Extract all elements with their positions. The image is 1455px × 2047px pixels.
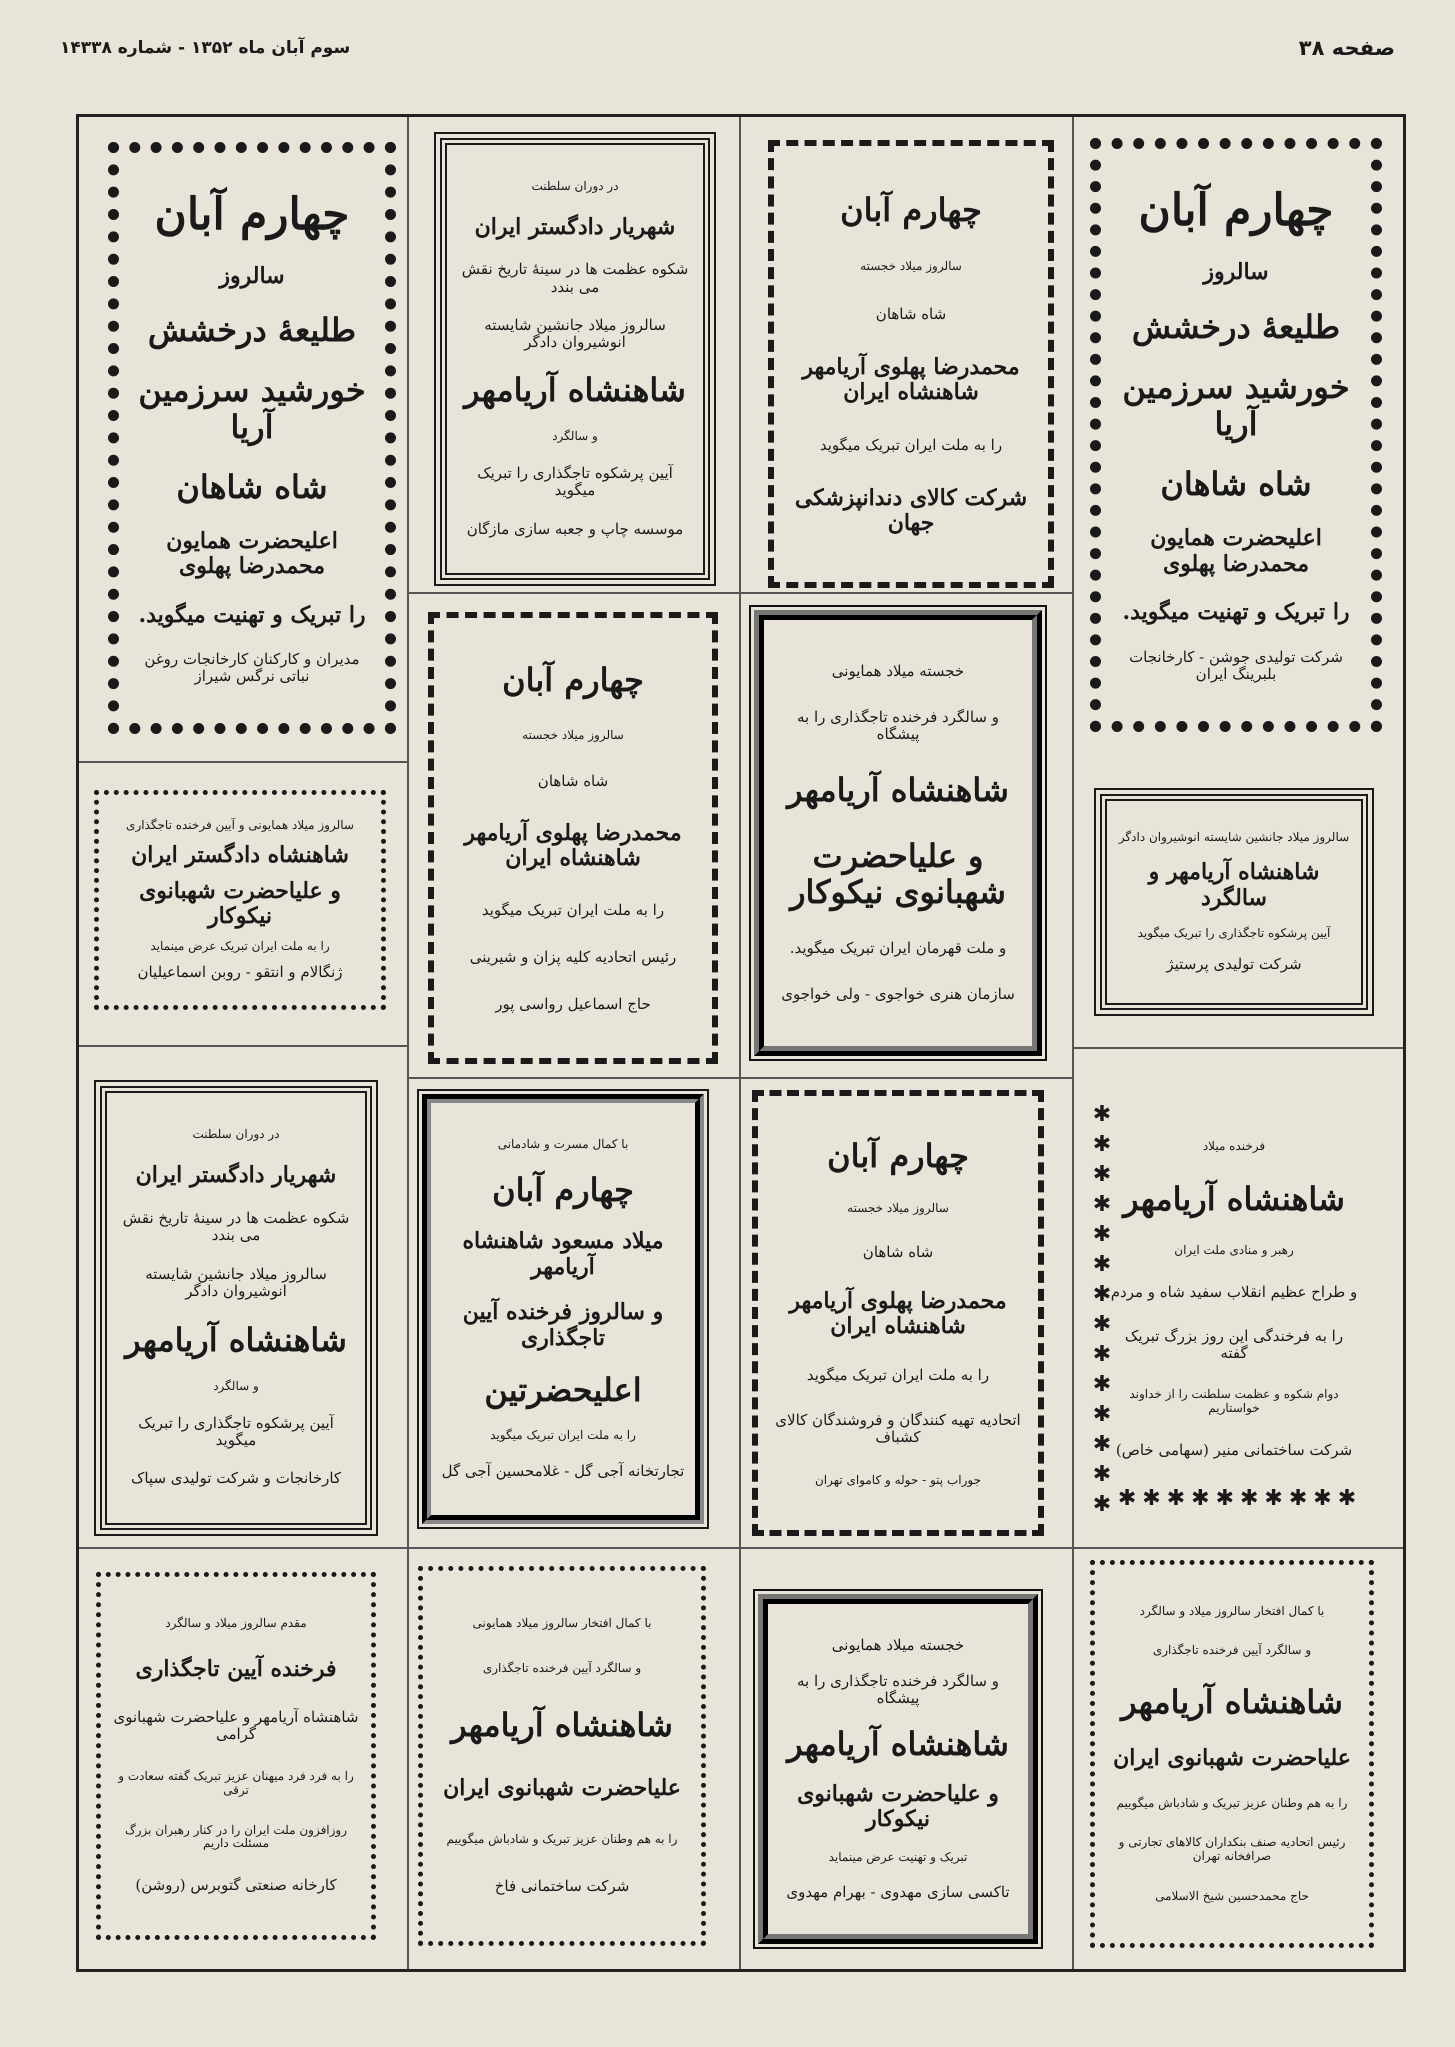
ad-line: سالروز میلاد جانشین شایسته انوشیروان دادگر <box>145 1264 327 1300</box>
ad-sponsor: شرکت ساختمانی منیر (سهامی خاص) <box>1115 1441 1353 1460</box>
ad-sponsor: حاج محمدحسین شیخ الاسلامی <box>1155 1888 1309 1903</box>
ad-line: را تبریک و تهنیت میگوید. <box>1122 599 1350 626</box>
ad-line: شاهنشاه آریامهر <box>787 771 1009 810</box>
ad-line: و سالروز فرخنده آیین تاجگذاری <box>462 1299 664 1351</box>
ad-confectioners-union <box>428 612 718 1064</box>
page-header <box>60 34 1395 62</box>
ad-line: و سالگرد فرخنده تاجگذاری را به پیشگاه <box>797 1671 999 1708</box>
ad-line: فرخنده میلاد <box>1202 1139 1266 1154</box>
ad-shaykholeslami <box>1090 1560 1374 1948</box>
ad-sponsor: شرکت کالای دندانپزشکی جهان <box>794 484 1028 537</box>
ad-title: چهارم آبان <box>154 189 350 241</box>
ad-title: چهارم آبان <box>840 190 982 229</box>
ad-line: سالروز میلاد خجسته <box>860 259 962 274</box>
ad-line: را به ملت ایران تبریک میگوید <box>490 1427 636 1442</box>
ad-title: چهارم آبان <box>827 1136 969 1175</box>
ad-line: شاه شاهان <box>176 468 328 507</box>
ad-line: شاهنشاه آریامهر <box>451 1706 673 1745</box>
ad-line: روزافزون ملت ایران را در کنار رهبران بزرگ مسئلت داریم <box>124 1822 348 1851</box>
page-number: صفحه ۳۸ <box>1298 36 1395 60</box>
ad-line: شاهنشاه دادگستر ایران <box>131 842 349 869</box>
ad-knitwear-union <box>752 1090 1044 1536</box>
ad-line: محمدرضا پهلوی آریامهر شاهنشاه ایران <box>789 1287 1007 1340</box>
ad-khajavi <box>754 610 1042 1056</box>
ad-line: محمدرضا پهلوی آریامهر شاهنشاه ایران <box>802 353 1020 405</box>
ad-line: آیین پرشکوه تاجگذاری را تبریک میگوید <box>477 464 673 500</box>
ad-monir-construction <box>1100 1100 1368 1500</box>
ad-title: چهارم آبان <box>502 661 644 700</box>
ad-line: سالروز میلاد جانشین شایسته انوشیروان دادگر <box>1118 829 1350 844</box>
ad-line: شکوه عظمت ها در سینهٔ تاریخ نقش می بندد <box>122 1208 350 1245</box>
row-divider <box>407 592 739 594</box>
ad-line: رهبر و منادی ملت ایران <box>1174 1242 1294 1257</box>
ad-line: مقدم سالروز میلاد و سالگرد <box>165 1616 307 1631</box>
ad-line: شاهنشاه آریامهر <box>1121 1682 1343 1721</box>
ad-line: سالروز <box>1203 259 1269 286</box>
ad-line: خورشید سرزمین آریا <box>138 371 366 447</box>
row-divider <box>1072 1047 1403 1049</box>
ad-sponsor: مدیران و کارکنان کارخانجات روغن نباتی نرگس شیراز <box>144 650 360 686</box>
ad-line: را به فرخندگی این روز بزرگ تبریک گفته <box>1124 1326 1344 1362</box>
ad-fakh-construction <box>418 1566 706 1946</box>
ad-line: شاه شاهان <box>875 304 947 323</box>
ad-line: سالروز میلاد جانشین شایسته انوشیروان دادگر <box>484 315 666 352</box>
ad-sponsor: شرکت تولیدی جوشن - کارخانجات بلبرینگ ایران <box>1129 648 1343 684</box>
ad-line: را به ملت ایران تبریک میگوید <box>819 435 1003 454</box>
ad-ajigol <box>422 1094 704 1524</box>
ad-line: سالروز <box>219 262 285 289</box>
column-divider <box>407 117 409 1969</box>
ad-sponsor: شرکت ساختمانی فاخ <box>494 1877 630 1896</box>
ad-line: را به ملت ایران تبریک میگوید <box>806 1366 990 1385</box>
ad-mazgan-print <box>440 138 710 580</box>
ad-line: شاه شاهان <box>537 772 609 791</box>
ad-line: طلیعهٔ درخشش <box>1131 308 1341 347</box>
ad-line: شهریار دادگستر ایران <box>135 1162 337 1189</box>
ad-line: سالروز میلاد خجسته <box>847 1201 949 1216</box>
ad-title: فرخنده آیین تاجگذاری <box>135 1656 337 1683</box>
ad-line: را به فرد فرد میهنان عزیز تبریک گفته سعادت و ترقی <box>118 1768 354 1797</box>
ad-line: آیین پرشکوه تاجگذاری را تبریک میگوید <box>138 1413 334 1449</box>
ad-esmailian <box>94 790 386 1010</box>
column-divider <box>739 117 741 1969</box>
issue-date: سوم آبان ماه ۱۳۵۲ - شماره ۱۴۳۳۸ <box>60 38 351 58</box>
ad-line: اعلیحضرت همایون محمدرضا پهلوی <box>1150 525 1322 577</box>
ad-line: با کمال مسرت و شادمانی <box>497 1136 629 1151</box>
ad-line: با کمال افتخار سالروز میلاد همایونی <box>472 1615 652 1630</box>
ad-line: خجسته میلاد همایونی <box>831 661 965 680</box>
star-border-bottom: ✱✱✱✱✱✱✱✱✱✱ <box>1117 1486 1363 1511</box>
ad-sponsor: جوراب پتو - حوله و کاموای تهران <box>814 1473 981 1488</box>
ad-sponsor: سازمان هنری خواجوی - ولی خواجوی <box>781 984 1015 1003</box>
ad-line: و سالگرد آیین فرخنده تاجگذاری <box>482 1661 642 1676</box>
ad-line: سالروز میلاد همایونی و آیین فرخنده تاجگذاری <box>126 818 354 833</box>
row-divider <box>79 1547 1403 1549</box>
ad-line: و سالگرد آیین فرخنده تاجگذاری <box>1152 1643 1312 1658</box>
ad-line: و علیاحضرت شهبانوی نیکوکار <box>790 836 1006 912</box>
ad-line: را تبریک و تهنیت میگوید. <box>138 601 366 628</box>
ad-line: شاه شاهان <box>1160 465 1312 504</box>
ad-title: چهارم آبان <box>1138 185 1334 237</box>
ad-mahdavi-taxi <box>758 1594 1038 1944</box>
ad-sponsor: رئیس اتحادیه صنف بنکداران کالاهای تجارتی و صرافخانه تهران <box>1118 1835 1346 1864</box>
ad-line: را به ملت ایران تبریک عرض مینماید <box>150 938 330 953</box>
ad-line: شهریار دادگستر ایران <box>474 213 676 240</box>
ad-line: دوام شکوه و عظمت سلطنت را از خداوند خواستاریم <box>1129 1387 1339 1416</box>
ad-line: علیاحضرت شهبانوی ایران <box>1113 1744 1351 1771</box>
ad-line: را به ملت ایران تبریک میگوید <box>481 900 665 919</box>
ad-line: خورشید سرزمین آریا <box>1122 368 1350 444</box>
ad-line: شاهنشاه آریامهر و علیاحضرت شهبانوی گرامی <box>113 1707 359 1744</box>
ad-jahan-dental <box>768 140 1054 588</box>
ad-title: چهارم آبان <box>492 1170 634 1209</box>
ad-sponsor: رئیس اتحادیه کلیه پزان و شیرینی <box>469 948 677 966</box>
column-divider <box>1072 117 1074 1969</box>
ad-line: شاهنشاه آریامهر <box>464 371 686 410</box>
ad-narges-oil <box>108 142 396 734</box>
ad-sponsor: تاکسی سازی مهدوی - بهرام مهدوی <box>786 1882 1010 1901</box>
row-divider <box>739 592 1072 594</box>
ad-line: اعلیحضرت همایون محمدرضا پهلوی <box>166 528 338 580</box>
ad-sponsor: اتحادیه تهیه کنندگان و فروشندگان کالای کشباف <box>775 1411 1021 1447</box>
ad-line: شاه شاهان <box>862 1242 934 1261</box>
ad-line: را به هم وطنان عزیز تبریک و شادباش میگوییم <box>1116 1795 1348 1810</box>
ad-sponsor: ژنگالام و انتقو - روبن اسماعیلیان <box>137 962 343 981</box>
ad-line: تبریک و تهنیت عرض مینماید <box>828 1850 968 1865</box>
ad-line: محمدرضا پهلوی آریامهر شاهنشاه ایران <box>464 819 682 872</box>
ad-gotobers <box>96 1572 376 1940</box>
ad-line: شکوه عظمت ها در سینهٔ تاریخ نقش می بندد <box>461 260 689 296</box>
ad-sponsor: کارخانجات و شرکت تولیدی سپاک <box>130 1469 342 1488</box>
ad-line: شاهنشاه آریامهر <box>125 1320 347 1359</box>
ad-sponsor: تجارتخانه آجی گل - غلامحسین آجی گل <box>441 1462 685 1481</box>
row-divider <box>407 1077 739 1079</box>
ad-sponsor: موسسه چاپ و جعبه سازی مازگان <box>466 519 684 538</box>
ad-line: میلاد مسعود شاهنشاه آریامهر <box>462 1228 664 1280</box>
ad-line: شاهنشاه آریامهر <box>787 1725 1009 1764</box>
ad-line: در دوران سلطنت <box>531 179 619 194</box>
ad-line: سالروز میلاد خجسته <box>522 728 624 743</box>
ad-line: شاهنشاه آریامهر و سالگرد <box>1148 859 1320 911</box>
ad-line: و سالگرد فرخنده تاجگذاری را به پیشگاه <box>797 707 999 744</box>
ad-line: با کمال افتخار سالروز میلاد و سالگرد <box>1139 1603 1325 1618</box>
ad-line: و سالگرد <box>552 429 598 444</box>
row-divider <box>79 1045 407 1047</box>
ad-line: آیین پرشکوه تاجگذاری را تبریک میگوید <box>1137 925 1331 940</box>
ad-prestige <box>1100 794 1368 1010</box>
ad-sepak <box>100 1086 372 1530</box>
ad-sponsor: حاج اسماعیل رواسی پور <box>495 995 651 1014</box>
ad-line: و علیاحضرت شهبانوی نیکوکار <box>139 877 341 929</box>
ad-line: علیاحضرت شهبانوی ایران <box>443 1774 681 1801</box>
ad-line: را به هم وطنان عزیز تبریک و شادباش میگوییم <box>446 1831 678 1846</box>
row-divider <box>739 1077 1072 1079</box>
ad-line: و ملت قهرمان ایران تبریک میگوید. <box>789 938 1007 957</box>
row-divider <box>79 761 407 763</box>
ad-line: خجسته میلاد همایونی <box>831 1635 965 1654</box>
star-border-left: ✱ ✱ ✱ ✱ ✱ ✱ ✱ ✱ ✱ ✱ ✱ ✱ ✱ ✱ <box>1092 1102 1112 1517</box>
ad-sponsor: شرکت تولیدی پرستیژ <box>1166 955 1302 973</box>
ad-sponsor: کارخانه صنعتی گتوبرس (روشن) <box>135 1876 337 1895</box>
ad-line: اعلیحضرتین <box>484 1370 642 1409</box>
ad-line: و سالگرد <box>213 1378 259 1393</box>
ad-line: و علیاحضرت شهبانوی نیکوکار <box>797 1780 999 1833</box>
ad-line: شاهنشاه آریامهر <box>1123 1179 1345 1218</box>
ad-line: و طراح عظیم انقلاب سفید شاه و مردم <box>1110 1282 1358 1301</box>
ad-line: طلیعهٔ درخشش <box>147 311 357 350</box>
ad-line: در دوران سلطنت <box>192 1127 280 1142</box>
ad-joshan <box>1090 138 1382 732</box>
